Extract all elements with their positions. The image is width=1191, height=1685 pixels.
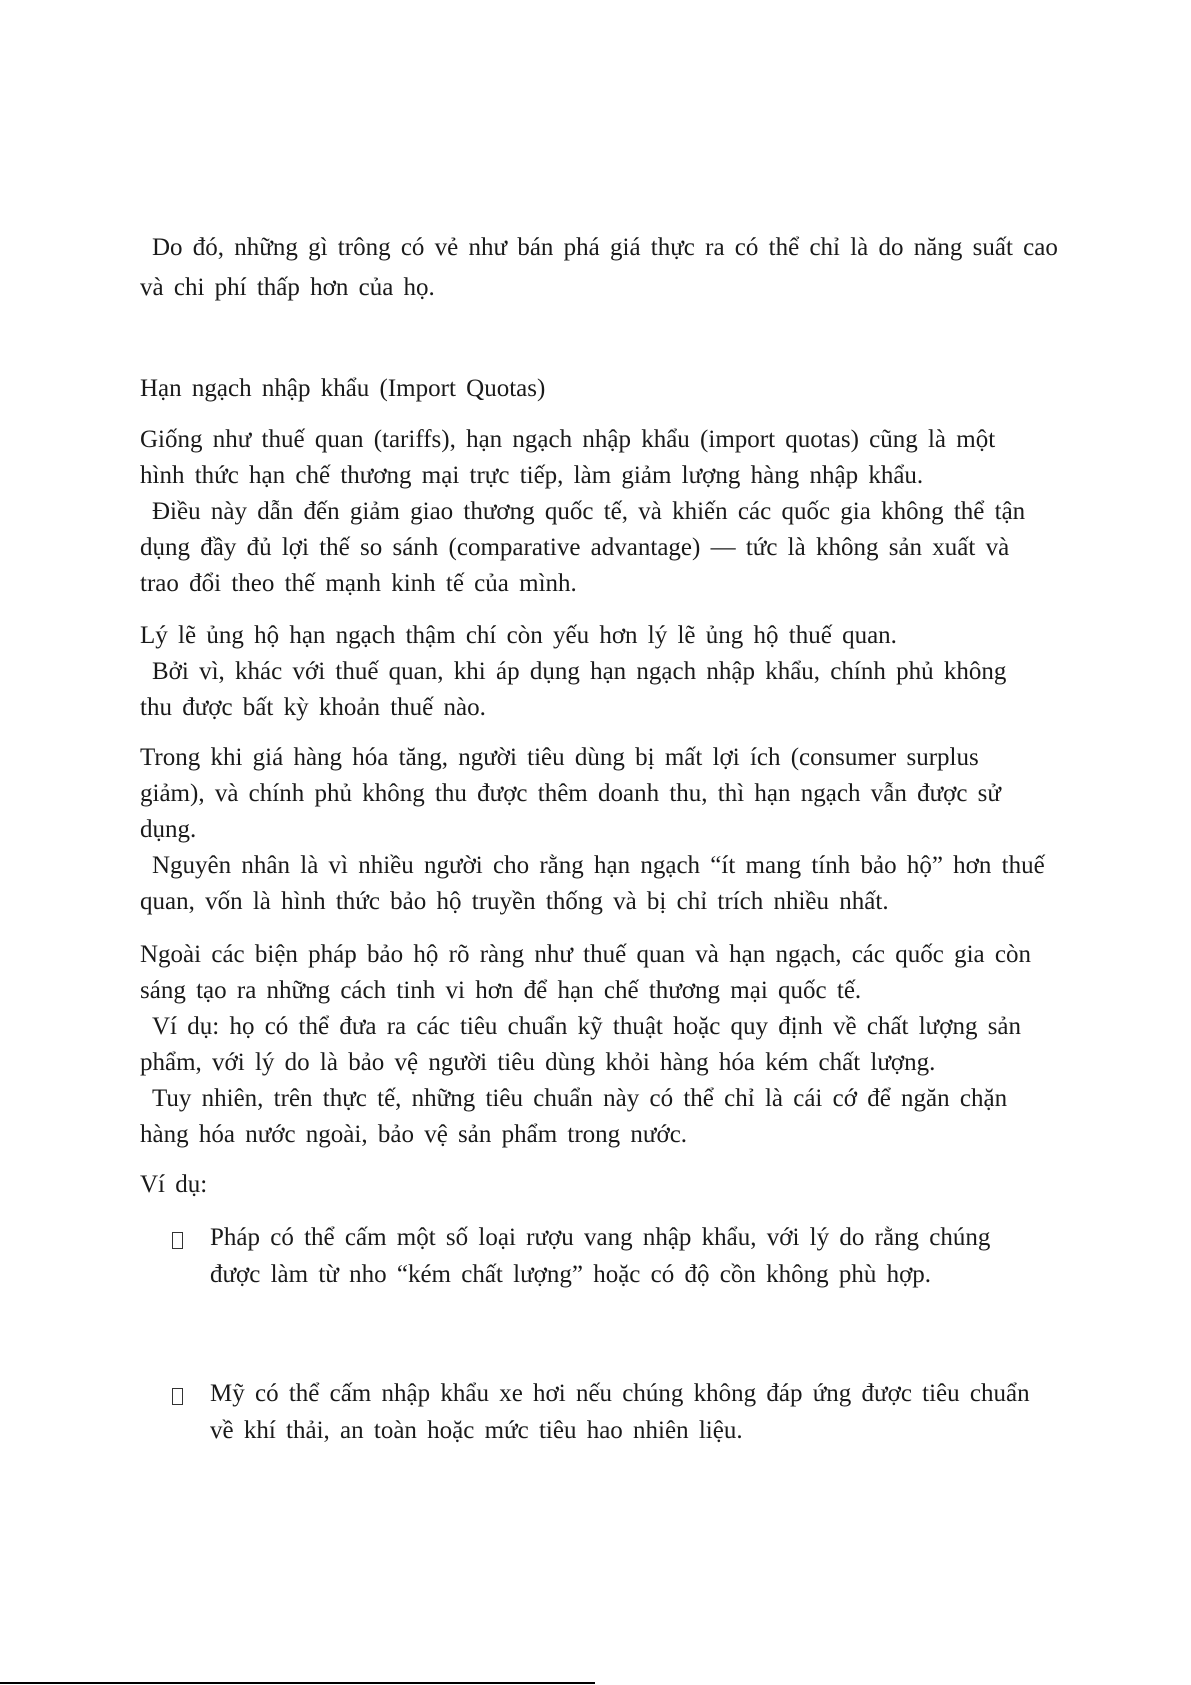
paragraph-line: thu được bất kỳ khoản thuế nào.	[140, 694, 486, 721]
bullet-line: về khí thải, an toàn hoặc mức tiêu hao nhiên liệu.	[210, 1417, 743, 1444]
paragraph-line: dụng.	[140, 816, 197, 843]
paragraph-line: quan, vốn là hình thức bảo hộ truyền thống và bị chỉ trích nhiều nhất.	[140, 888, 889, 915]
paragraph-line: sáng tạo ra những cách tinh vi hơn để hạn chế thương mại quốc tế.	[140, 977, 862, 1004]
bullet-line: được làm từ nho “kém chất lượng” hoặc có độ cồn không phù hợp.	[210, 1261, 932, 1288]
paragraph-line: Tuy nhiên, trên thực tế, những tiêu chuẩn này có thể chỉ là cái cớ để ngăn chặn	[152, 1085, 1008, 1112]
paragraph-line: Trong khi giá hàng hóa tăng, người tiêu dùng bị mất lợi ích (consumer surplus	[140, 744, 979, 771]
paragraph-line: Nguyên nhân là vì nhiều người cho rằng hạn ngạch “ít mang tính bảo hộ” hơn thuế	[152, 852, 1045, 879]
bullet-line: Mỹ có thể cấm nhập khẩu xe hơi nếu chúng không đáp ứng được tiêu chuẩn	[210, 1380, 1030, 1407]
paragraph-line: Ví dụ: họ có thể đưa ra các tiêu chuẩn kỹ thuật hoặc quy định về chất lượng sản	[152, 1013, 1022, 1040]
paragraph-line: Bởi vì, khác với thuế quan, khi áp dụng hạn ngạch nhập khẩu, chính phủ không	[152, 658, 1007, 685]
paragraph-line: giảm), và chính phủ không thu được thêm doanh thu, thì hạn ngạch vẫn được sử	[140, 780, 1001, 807]
paragraph-line: Ngoài các biện pháp bảo hộ rõ ràng như thuế quan và hạn ngạch, các quốc gia còn	[140, 941, 1031, 968]
bullet-icon	[172, 1388, 183, 1405]
section-heading: Hạn ngạch nhập khẩu (Import Quotas)	[140, 375, 546, 402]
paragraph-line: và chi phí thấp hơn của họ.	[140, 274, 435, 301]
paragraph-line: trao đổi theo thế mạnh kinh tế của mình.	[140, 570, 577, 597]
bullet-icon	[172, 1232, 183, 1249]
paragraph-line: hình thức hạn chế thương mại trực tiếp, làm giảm lượng hàng nhập khẩu.	[140, 462, 924, 489]
paragraph-line: hàng hóa nước ngoài, bảo vệ sản phẩm trong nước.	[140, 1121, 688, 1148]
paragraph-line: dụng đầy đủ lợi thế so sánh (comparative advantage) — tức là không sản xuất và	[140, 534, 1010, 561]
paragraph-line: Lý lẽ ủng hộ hạn ngạch thậm chí còn yếu hơn lý lẽ ủng hộ thuế quan.	[140, 622, 897, 649]
paragraph-line: Điều này dẫn đến giảm giao thương quốc tế, và khiến các quốc gia không thể tận	[152, 498, 1026, 525]
paragraph-line: Giống như thuế quan (tariffs), hạn ngạch nhập khẩu (import quotas) cũng là một	[140, 426, 996, 453]
bullet-line: Pháp có thể cấm một số loại rượu vang nhập khẩu, với lý do rằng chúng	[210, 1224, 991, 1251]
footer-divider	[0, 1682, 595, 1684]
paragraph-line: Do đó, những gì trông có vẻ như bán phá giá thực ra có thể chỉ là do năng suất cao	[152, 234, 1058, 261]
paragraph-line: phẩm, với lý do là bảo vệ người tiêu dùng khỏi hàng hóa kém chất lượng.	[140, 1049, 936, 1076]
example-label: Ví dụ:	[140, 1171, 208, 1198]
